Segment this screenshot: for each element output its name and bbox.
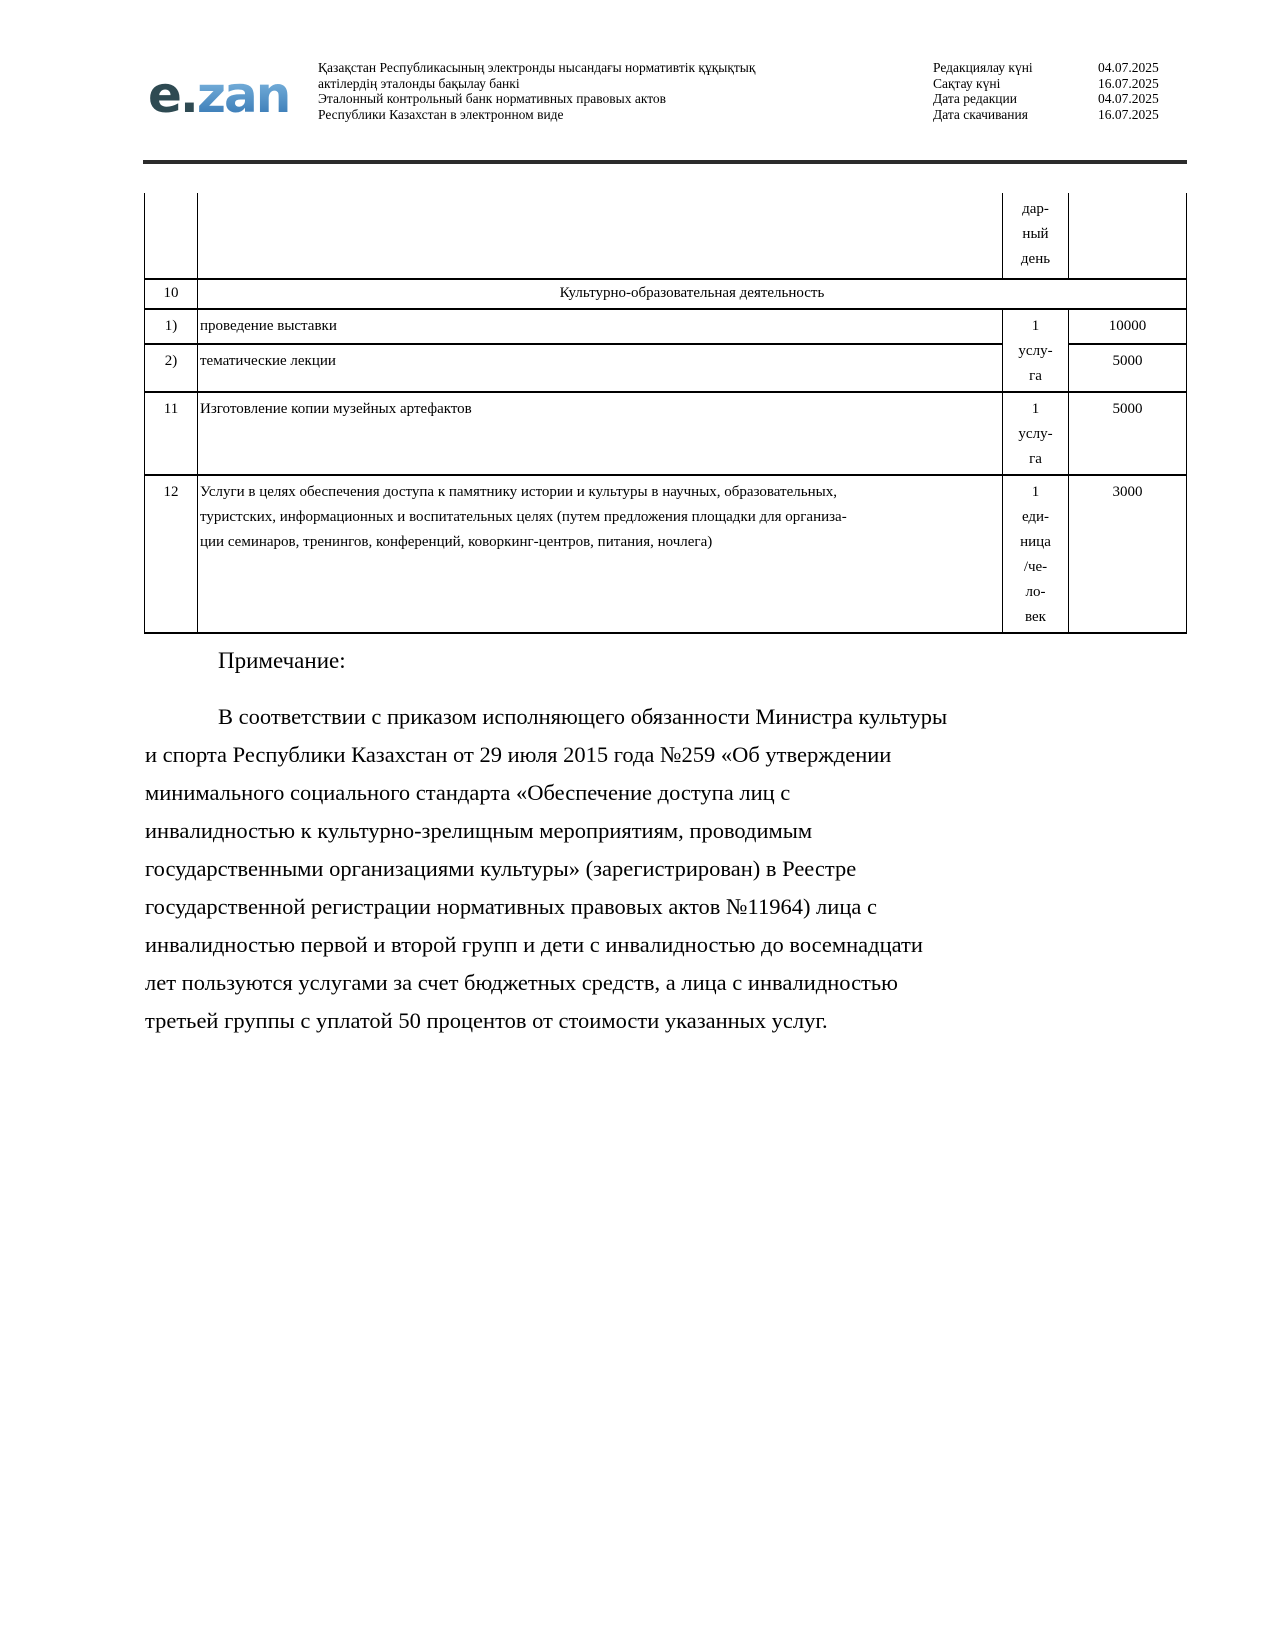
cell-unit <box>1003 392 1069 475</box>
cell-price: 5000 <box>1069 344 1187 392</box>
cell-num: 10 <box>145 279 198 309</box>
document-dates <box>933 60 1188 122</box>
logo-part-zan: zan <box>196 66 290 124</box>
unit-line: га <box>1029 451 1042 467</box>
ezan-logo <box>148 66 290 124</box>
meta-row <box>933 107 1188 123</box>
table-row-section <box>145 279 1187 309</box>
table-row <box>145 392 1187 475</box>
header-divider <box>143 160 1187 164</box>
unit-line: век <box>1025 609 1046 625</box>
unit-line: услу- <box>1018 426 1053 442</box>
org-line: Республики Казахстан в электронном виде <box>318 106 564 122</box>
meta-label: Редакциялау күні <box>933 60 1033 75</box>
meta-row <box>933 60 1188 76</box>
org-line: Қазақстан Республикасының электронды нысандағы нормативтік құқықтық <box>318 60 756 75</box>
unit-line: день <box>1020 251 1051 267</box>
unit-line: дар- <box>1022 201 1049 217</box>
unit-line: ный <box>1022 226 1049 242</box>
cell-section-title: Культурно-образовательная деятельность <box>198 279 1187 309</box>
meta-value: 16.07.2025 <box>1098 106 1159 122</box>
cell-desc <box>198 475 1003 633</box>
table-row-carryover <box>145 193 1187 279</box>
unit-line: 1 <box>1031 484 1040 500</box>
cell-price: 5000 <box>1069 392 1187 475</box>
unit-line: 1 <box>1031 401 1040 417</box>
unit-line: услу- <box>1018 343 1053 359</box>
unit-line: еди- <box>1021 509 1050 525</box>
cell-desc: проведение выставки <box>198 309 1003 344</box>
note-line: и спорта Республики Казахстан от 29 июля 2015 года №259 «Об утверждении <box>145 742 892 767</box>
unit-line: ло- <box>1025 584 1046 600</box>
cell-num: 2) <box>145 344 198 392</box>
note-title: Примечание: <box>218 648 346 673</box>
cell-desc: тематические лекции <box>198 344 1003 392</box>
meta-row <box>933 91 1188 107</box>
meta-value: 16.07.2025 <box>1098 75 1159 91</box>
note-line: В соответствии с приказом исполняющего обязанности Министра культуры <box>218 704 948 729</box>
cell-price: 10000 <box>1069 309 1187 344</box>
meta-label: Дата редакции <box>933 91 1017 106</box>
note-line: инвалидностью первой и второй групп и дети с инвалидностью до восемнадцати <box>145 932 923 957</box>
cell-num: 11 <box>145 392 198 475</box>
note-line: государственной регистрации нормативных правовых актов №11964) лица с <box>145 894 877 919</box>
organization-title <box>318 60 878 122</box>
cell-price: 3000 <box>1069 475 1187 633</box>
note-line: третьей группы с уплатой 50 процентов от стоимости указанных услуг. <box>145 1008 828 1033</box>
logo-part-e: e. <box>148 66 197 124</box>
note-line: лет пользуются услугами за счет бюджетных средств, а лица с инвалидностью <box>145 970 898 995</box>
desc-line: Услуги в целях обеспечения доступа к памятнику истории и культуры в научных, образовательных, <box>200 484 837 500</box>
meta-value: 04.07.2025 <box>1098 91 1159 106</box>
unit-line: ница <box>1020 534 1051 550</box>
cell-price <box>1069 193 1187 279</box>
cell-desc: Изготовление копии музейных артефактов <box>198 392 1003 475</box>
note-line: минимального социального стандарта «Обеспечение доступа лиц с <box>145 780 791 805</box>
cell-num: 12 <box>145 475 198 633</box>
tariff-table <box>144 193 1187 634</box>
cell-unit <box>1003 193 1069 279</box>
cell-num <box>145 193 198 279</box>
cell-unit <box>1003 475 1069 633</box>
org-line: Эталонный контрольный банк нормативных правовых актов <box>318 91 667 106</box>
table-row <box>145 309 1187 344</box>
unit-line: /че- <box>1023 559 1048 575</box>
meta-row <box>933 76 1188 92</box>
table-row <box>145 475 1187 633</box>
cell-num: 1) <box>145 309 198 344</box>
desc-line: ции семинаров, тренингов, конференций, коворкинг-центров, питания, ночлега) <box>200 534 713 550</box>
note-line: инвалидностью к культурно-зрелищным мероприятиям, проводимым <box>145 818 813 843</box>
cell-desc <box>198 193 1003 279</box>
note-paragraph <box>145 698 1157 1040</box>
desc-line: туристских, информационных и воспитательных целях (путем предложения площадки для организа- <box>200 509 847 525</box>
tariff-table-wrap <box>144 193 1187 634</box>
meta-value: 04.07.2025 <box>1098 60 1159 75</box>
unit-line: 1 <box>1031 318 1040 334</box>
cell-unit <box>1003 309 1069 392</box>
meta-label: Дата скачивания <box>933 106 1028 122</box>
org-line: актілердің эталонды бақылау банкі <box>318 75 520 91</box>
note-line: государственными организациями культуры» (зарегистрирован) в Реестре <box>145 856 857 881</box>
meta-label: Сақтау күні <box>933 75 1001 91</box>
unit-line: га <box>1029 368 1042 384</box>
